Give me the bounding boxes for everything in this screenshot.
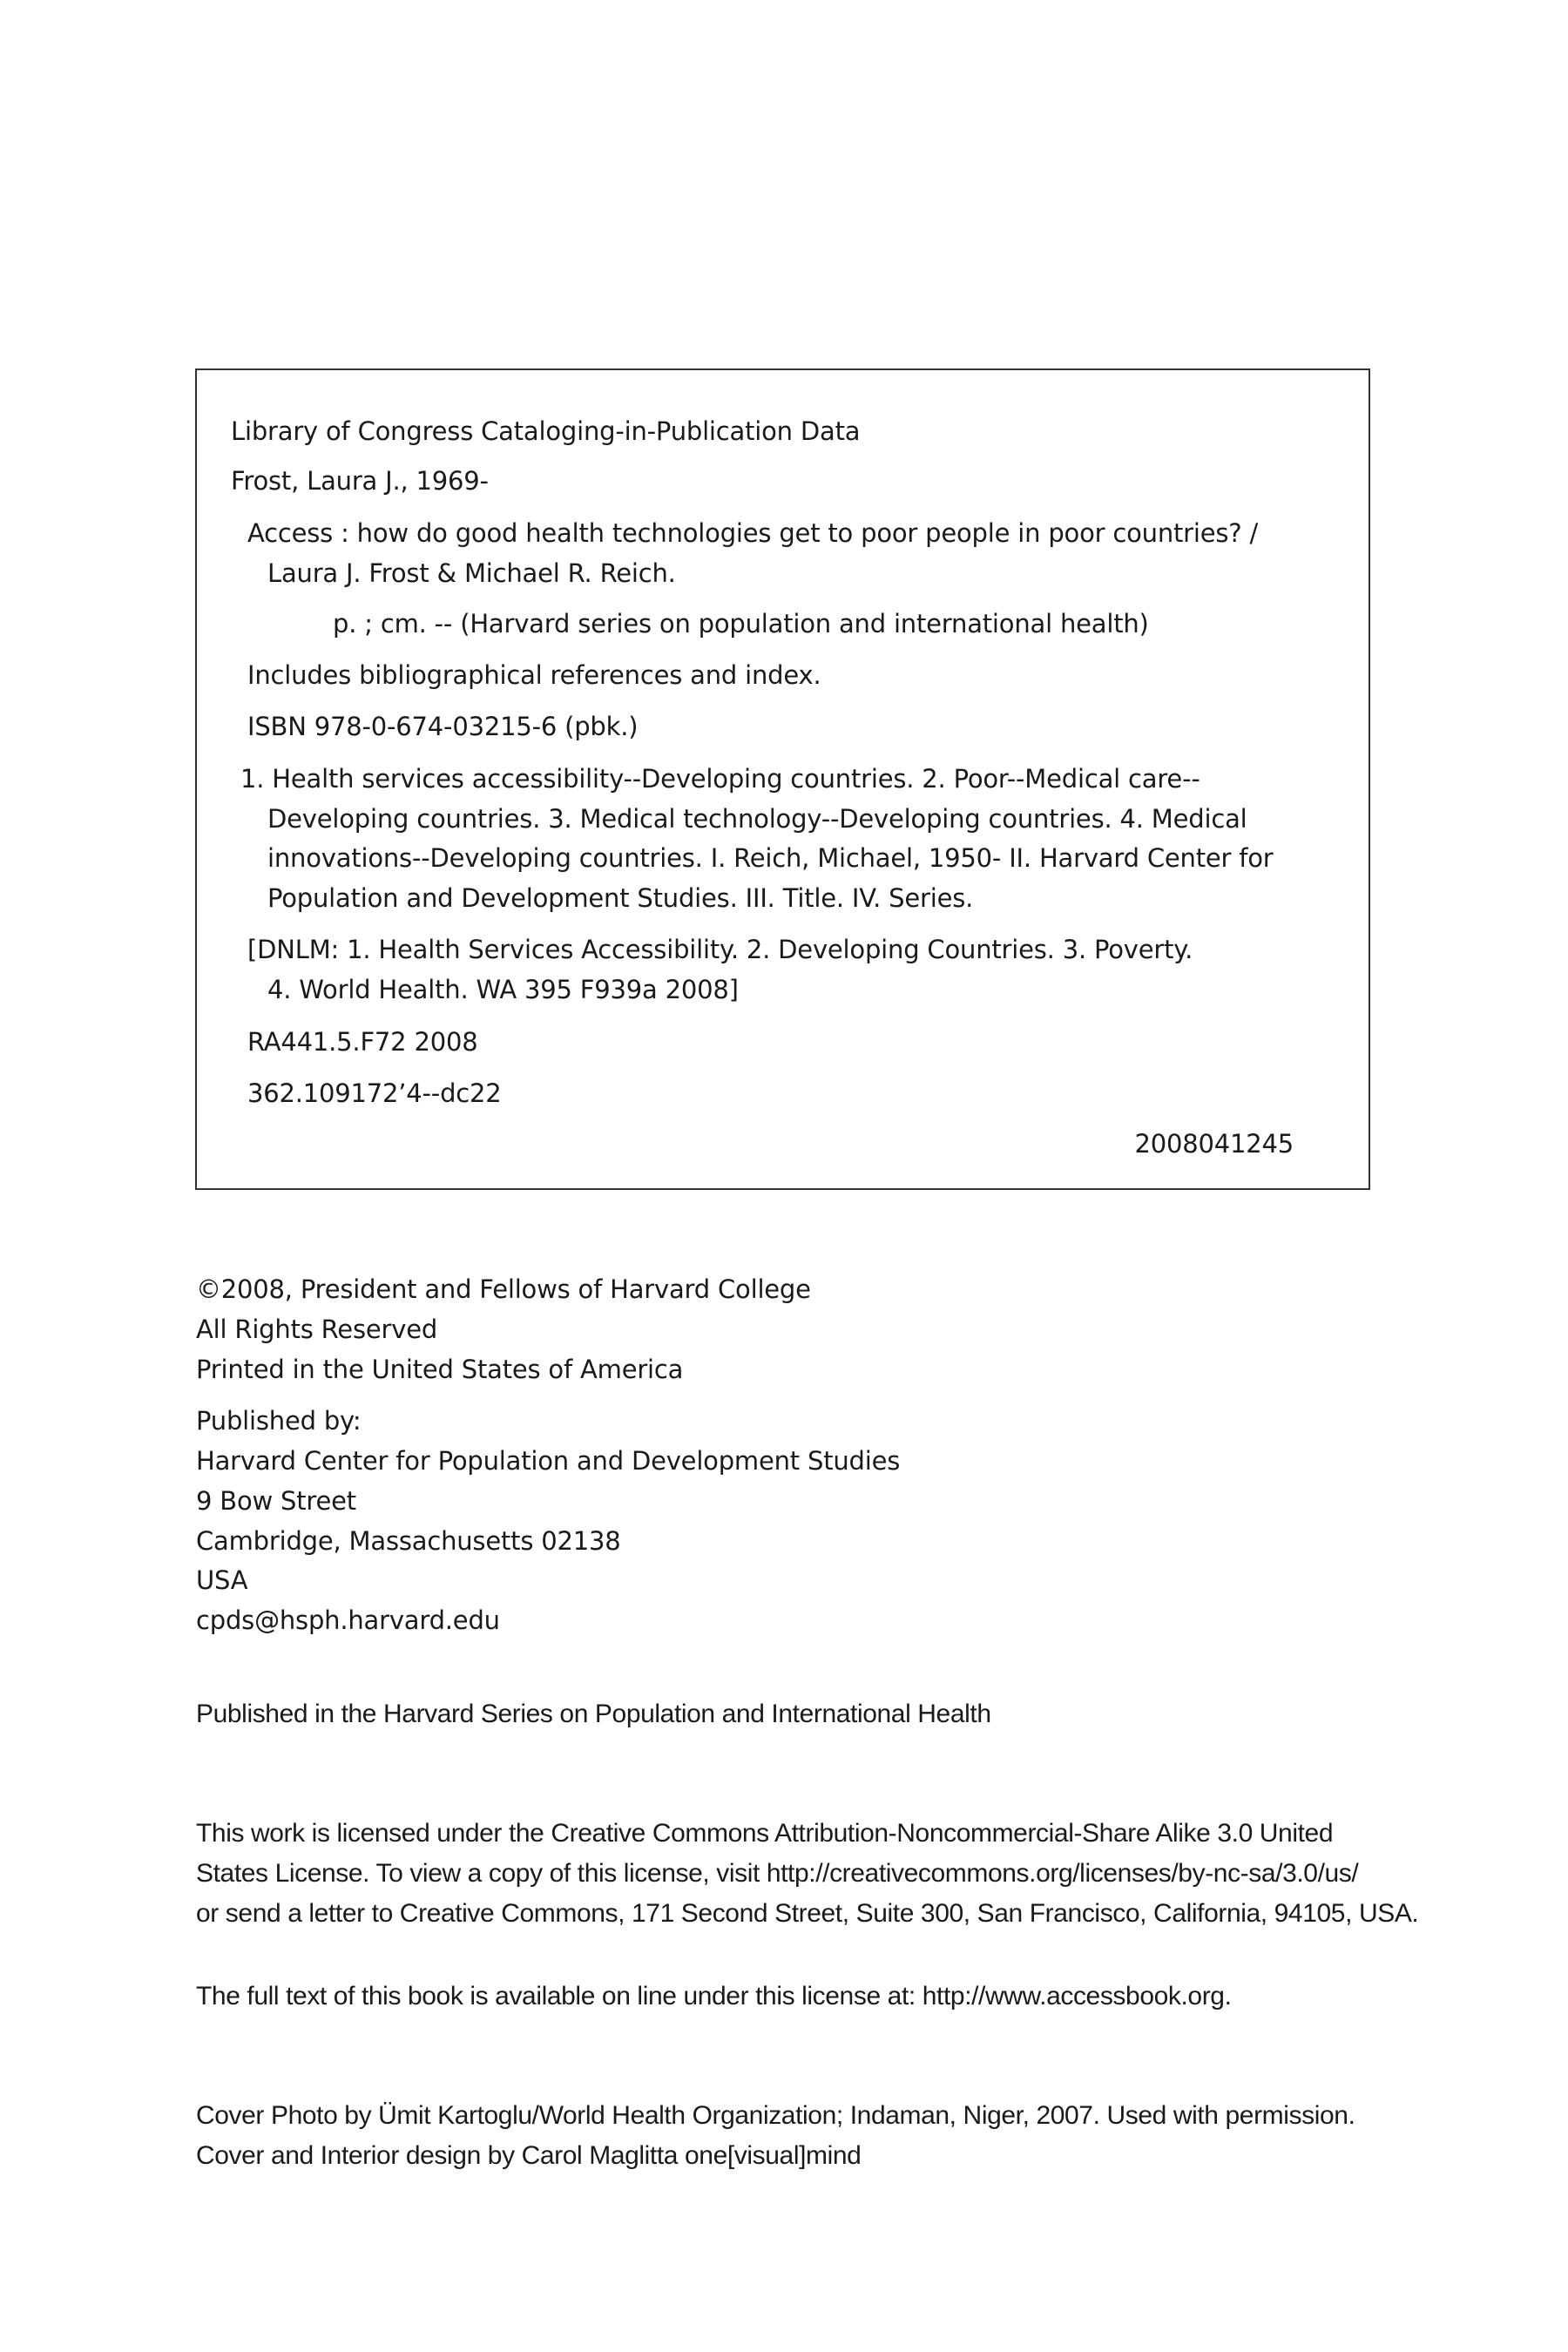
publisher-name: Harvard Center for Population and Development Studies — [196, 1446, 901, 1476]
printed-in: Printed in the United States of America — [196, 1355, 684, 1384]
cip-dnlm-line-2: 4. World Health. WA 395 F939a 2008] — [267, 975, 739, 1004]
cip-subjects-line-1: 1. Health services accessibility--Developing countries. 2. Poor--Medical care-- — [240, 764, 1200, 794]
series-note: Published in the Harvard Series on Population and International Health — [196, 1700, 991, 1728]
publisher-label: Published by: — [196, 1406, 362, 1436]
publisher-city: Cambridge, Massachusetts 02138 — [196, 1526, 621, 1556]
license-line-1: This work is licensed under the Creative Commons Attribution-Noncommercial-Share Alike 3.0 United — [196, 1819, 1334, 1848]
cip-author: Frost, Laura J., 1969- — [231, 466, 489, 496]
design-credit: Cover and Interior design by Carol Maglitta one[visual]mind — [196, 2141, 862, 2170]
cip-dewey-number: 362.109172’4--dc22 — [247, 1078, 502, 1108]
publisher-email: cpds@hsph.harvard.edu — [196, 1605, 500, 1635]
license-line-3: or send a letter to Creative Commons, 171 Second Street, Suite 300, San Francisco, California, 94105, USA. — [196, 1899, 1419, 1928]
cip-notes: Includes bibliographical references and index. — [247, 660, 821, 690]
cip-subjects-line-3: innovations--Developing countries. I. Reich, Michael, 1950- II. Harvard Center for — [267, 843, 1274, 873]
cip-isbn: ISBN 978-0-674-03215-6 (pbk.) — [247, 712, 639, 741]
cip-subjects-line-2: Developing countries. 3. Medical technology--Developing countries. 4. Medical — [267, 804, 1247, 834]
license-line-2: States License. To view a copy of this license, visit http://creativecommons.org/licenses/by-nc-sa/3.0/us/ — [196, 1859, 1359, 1888]
cover-photo-credit: Cover Photo by Ümit Kartoglu/World Health Organization; Indaman, Niger, 2007. Used with permission. — [196, 2101, 1355, 2130]
cip-lccn: 2008041245 — [1134, 1129, 1294, 1159]
cip-title-line-2: Laura J. Frost & Michael R. Reich. — [267, 558, 676, 588]
cip-lc-classification: RA441.5.F72 2008 — [247, 1027, 478, 1057]
cip-title-line-1: Access : how do good health technologies get to poor people in poor countries? / — [247, 518, 1259, 548]
publisher-street: 9 Bow Street — [196, 1486, 356, 1516]
cip-dnlm-line-1: [DNLM: 1. Health Services Accessibility. 2. Developing Countries. 3. Poverty. — [247, 935, 1193, 964]
cip-heading: Library of Congress Cataloging-in-Publication Data — [231, 416, 861, 446]
copyright-notice: ©2008, President and Fellows of Harvard College — [196, 1274, 811, 1304]
cip-physical-description: p. ; cm. -- (Harvard series on population and international health) — [333, 609, 1149, 639]
publisher-country: USA — [196, 1565, 248, 1595]
rights-reserved: All Rights Reserved — [196, 1315, 438, 1344]
full-text-note: The full text of this book is available on line under this license at: http://www.accessbook.org. — [196, 1982, 1232, 2011]
cip-subjects-line-4: Population and Development Studies. III. Title. IV. Series. — [267, 883, 974, 913]
